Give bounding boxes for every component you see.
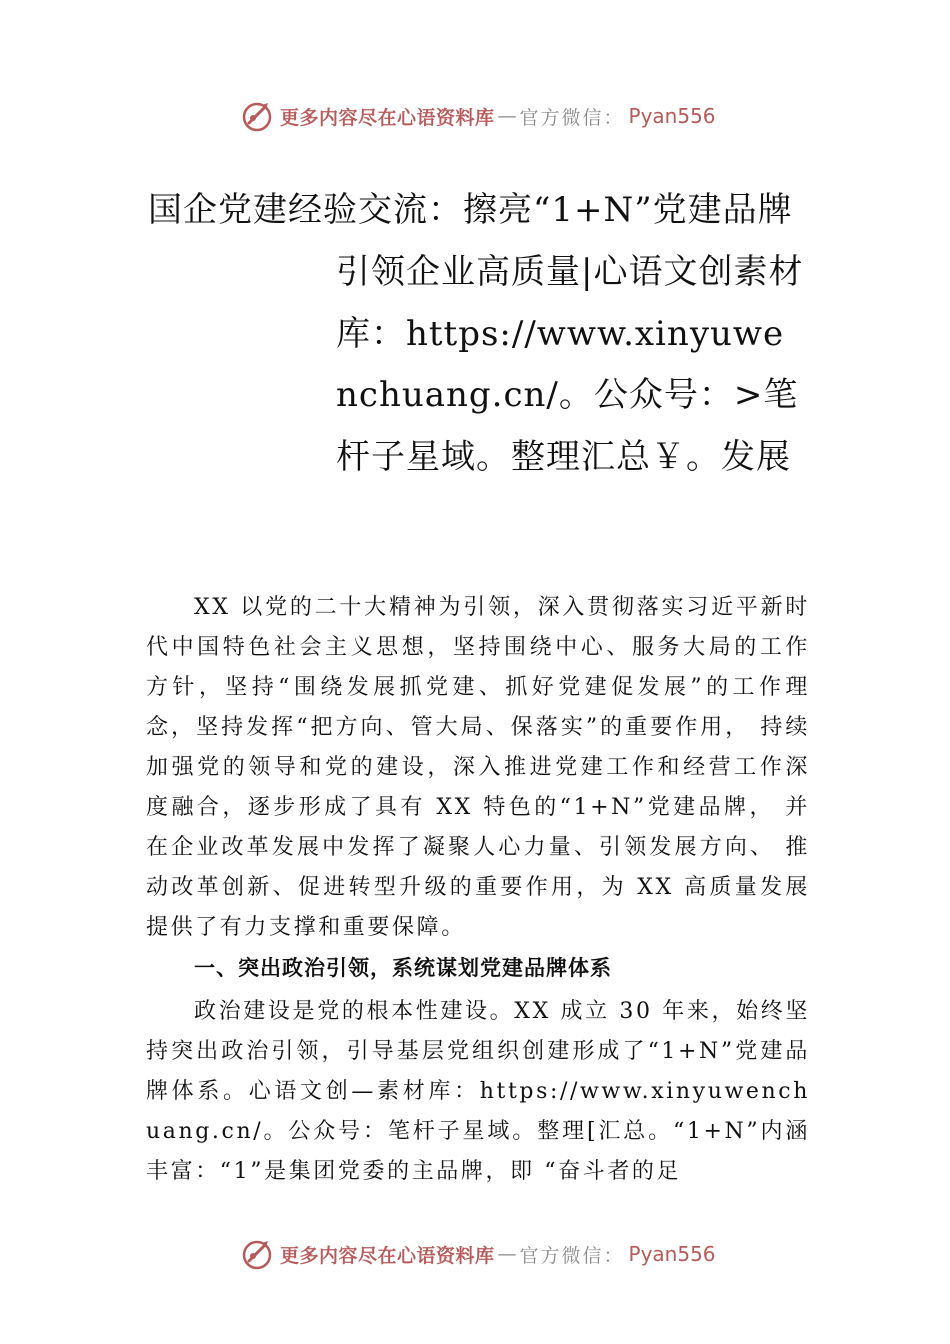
banner-wechat-id: Pyan556 [628, 104, 716, 128]
footer-banner [240, 1234, 760, 1274]
banner-wechat-label: 官方微信： [519, 106, 625, 129]
banner-main-text: 更多内容尽在心语资料库 [280, 1244, 495, 1267]
banner-separator: — [497, 105, 517, 127]
banner-main-text: 更多内容尽在心语资料库 [280, 106, 495, 129]
brand-logo-icon [240, 99, 274, 133]
section-heading-1: 一、突出政治引领，系统谋划党建品牌体系 [194, 956, 612, 980]
document-body [146, 588, 810, 1192]
paragraph-section-1: 政治建设是党的根本性建设。XX 成立 30 年来，始终坚持突出政治引领，引导基层党组织创建形成了“1+N”党建品牌体系。心语文创—素材库：https://www.xinyuwenchuang.cn/。公众号：笔杆子星域。整理[汇总。“1+N”内涵丰富：“1”是集团党委的主品牌，即 “奋斗者的足 [146, 999, 810, 1184]
paragraph-intro: XX 以党的二十大精神为引领，深入贯彻落实习近平新时代中国特色社会主义思想，坚持围绕中心、服务大局的工作方针，坚持“围绕发展抓党建、抓好党建促发展”的工作理念，坚持发挥“把方向、管大局、保落实”的重要作用， 持续加强党的领导和党的建设，深入推进党建工作和经营工作深度融合，逐步形成了具有 XX 特色的“1+N”党建品牌， 并在企业改革发展中发挥了凝聚人心力量、引领发展方向、 推动改革创新、促进转型升级的重要作用，为 XX 高质量发展提供了有力支撑和重要保障。 [146, 595, 810, 940]
banner-wechat-label: 官方微信： [519, 1244, 625, 1267]
banner-separator: — [497, 1243, 517, 1265]
banner-wechat-id: Pyan556 [628, 1242, 716, 1266]
title-continuation: 引领企业高质量|心语文创素材库：https://www.xinyuwenchuang.cn/。公众号：>笔杆子星域。整理汇总￥。发展 [336, 252, 804, 477]
title-line-1: 国企党建经验交流：擦亮“1+N”党建品牌 [148, 190, 793, 230]
brand-logo-icon [240, 1237, 274, 1271]
header-banner [240, 96, 760, 136]
